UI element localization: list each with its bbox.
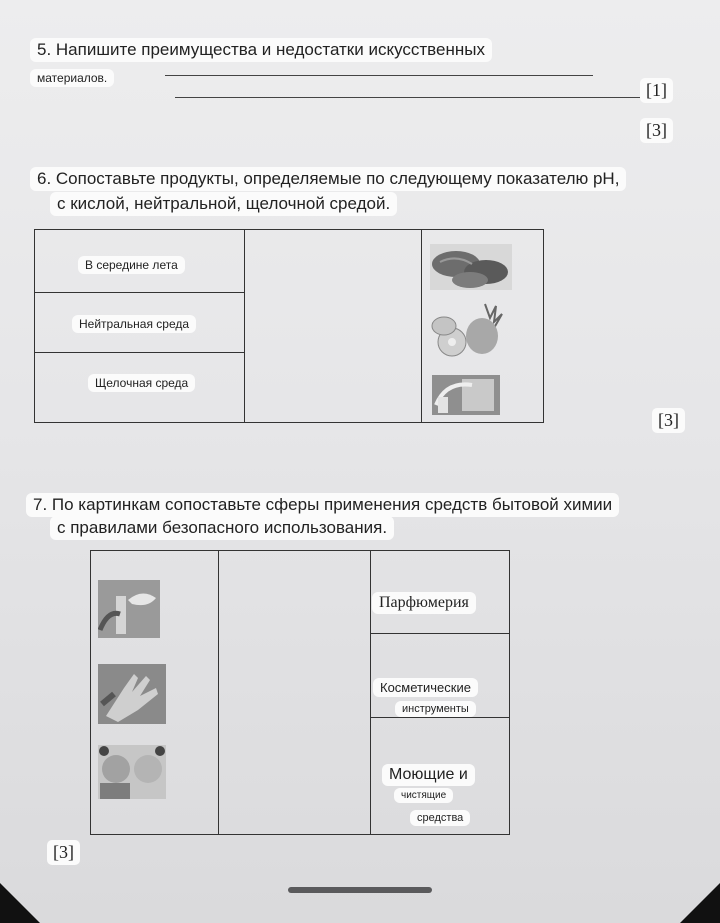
score-mark-q5-a: [1]: [640, 78, 673, 103]
row-label-midsummer: В середине лета: [78, 256, 185, 274]
row-label-alkaline: Щелочная среда: [88, 374, 195, 392]
home-indicator[interactable]: [288, 887, 432, 893]
category-wash-line3: средства: [410, 810, 470, 826]
answer-line-1: [165, 75, 593, 76]
water-jug-icon: [432, 375, 500, 415]
category-wash-line1: Моющие и: [382, 764, 475, 786]
question-7-line2: с правилами безопасного использования.: [50, 516, 394, 540]
question-5-text: 5. Напишите преимущества и недостатки искусственных: [30, 38, 492, 62]
question-5-sub: материалов.: [30, 69, 114, 87]
question-6-line1: 6. Сопоставьте продукты, определяемые по следующему показателю pH,: [30, 167, 626, 191]
score-mark-q5-b: [3]: [640, 118, 673, 143]
frame-corner-left: [0, 883, 40, 923]
row-label-neutral: Нейтральная среда: [72, 315, 196, 333]
question-6-line2: с кислой, нейтральной, щелочной средой.: [50, 192, 397, 216]
category-cosmetic-line2: инструменты: [395, 701, 476, 717]
spray-bottle-icon: [98, 580, 160, 638]
category-wash-line2: чистящие: [394, 788, 453, 803]
question-7-line1: 7. По картинкам сопоставьте сферы применения средств бытовой химии: [26, 493, 619, 517]
score-mark-q6: [3]: [652, 408, 685, 433]
score-mark-q7: [3]: [47, 840, 80, 865]
frame-corner-right: [680, 883, 720, 923]
face-protection-icon: [98, 745, 166, 799]
answer-line-2: [175, 97, 645, 98]
category-cosmetic-line1: Косметические: [373, 678, 478, 697]
gloves-icon: [98, 664, 166, 724]
meat-icon: [430, 244, 512, 290]
category-perfume: Парфюмерия: [372, 592, 476, 614]
pineapple-icon: [430, 302, 506, 358]
